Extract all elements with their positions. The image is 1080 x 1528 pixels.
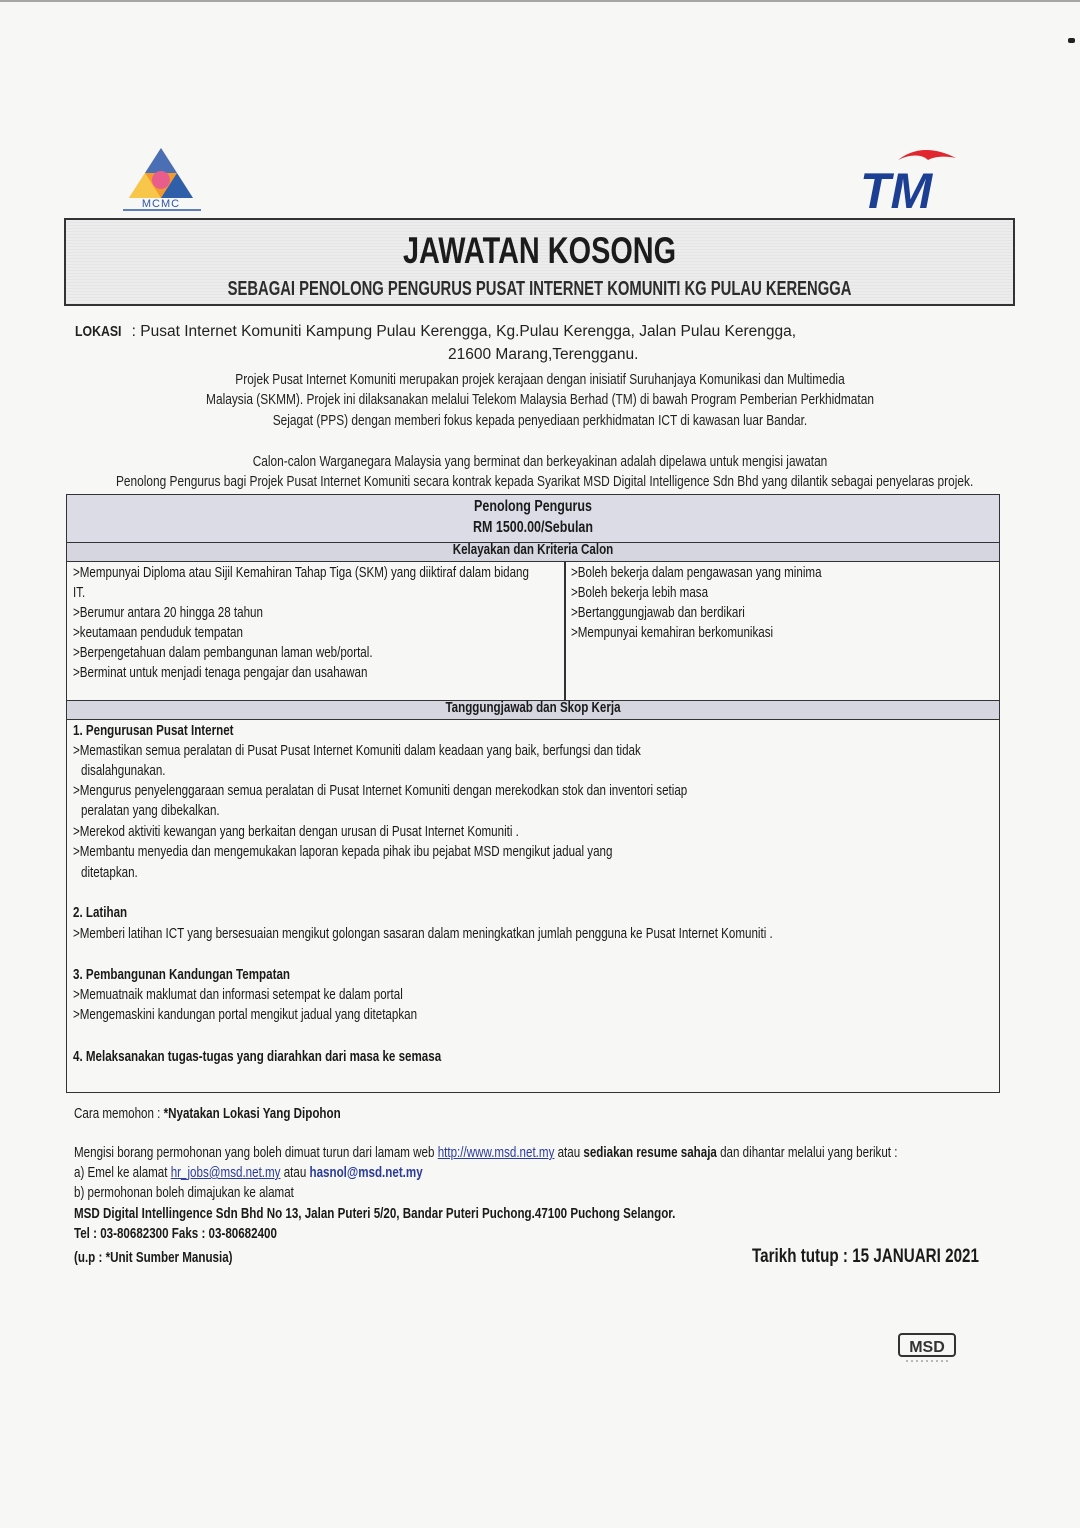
apply-text-bold: sediakan resume sahaja	[583, 1145, 717, 1161]
apply-text: Mengisi borang permohonan yang boleh dimuat turun dari lamam web	[74, 1145, 438, 1161]
duty-section-title: 3. Pembangunan Kandungan Tempatan	[73, 967, 290, 983]
qual-left-item: >keutamaan penduduk tempatan	[73, 625, 243, 641]
email-link-hr[interactable]: hr_jobs@msd.net.my	[170, 1165, 281, 1181]
duty-item: >Mengemaskini kandungan portal mengikut jadual yang ditetapkan	[73, 1007, 418, 1023]
qualifications-heading-bar	[67, 543, 999, 562]
job-table	[66, 494, 1000, 1093]
position-salary: RM 1500.00/Sebulan	[473, 519, 593, 536]
page-subtitle: SEBAGAI PENOLONG PENGURUS PUSAT INTERNET KOMUNITI KG PULAU KERENGGA	[227, 278, 852, 300]
svg-text:MCMC: MCMC	[141, 198, 181, 210]
apply-method-value: *Nyatakan Lokasi Yang Dipohon	[163, 1106, 341, 1122]
svg-text:TM: TM	[860, 163, 933, 212]
apply-email-line	[74, 1163, 423, 1183]
apply-text: atau	[554, 1145, 584, 1161]
apply-attn: (u.p : *Unit Sumber Manusia)	[74, 1250, 233, 1266]
intro-line-1: Projek Pusat Internet Komuniti merupakan projek kerajaan dengan inisiatif Suruhanjaya Komunikasi dan Multimedia	[235, 372, 845, 388]
duty-section-title: 2. Latihan	[73, 905, 128, 921]
website-link[interactable]: http://www.msd.net.my	[437, 1145, 555, 1161]
email-or: atau	[280, 1165, 310, 1181]
duty-section-title: 4. Melaksanakan tugas-tugas yang diarahkan dari masa ke semasa	[73, 1049, 442, 1065]
apply-text: dan dihantar melalui yang berikut :	[716, 1145, 898, 1161]
position-header	[67, 495, 999, 543]
apply-address: MSD Digital Intellingence Sdn Bhd No 13, Jalan Puteri 5/20, Bandar Puteri Puchong.47100 Puchong Selangor.	[74, 1206, 676, 1222]
svg-text:MSD: MSD	[909, 1339, 945, 1356]
duty-section-title: 1. Pengurusan Pusat Internet	[73, 723, 234, 739]
page-title: JAWATAN KOSONG	[402, 230, 677, 271]
apply-method	[74, 1104, 341, 1124]
qual-left-item: >Berumur antara 20 hingga 28 tahun	[73, 605, 263, 621]
qualifications-heading: Kelayakan dan Kriteria Calon	[452, 542, 614, 558]
duty-item: ditetapkan.	[81, 865, 138, 881]
duty-item: disalahgunakan.	[81, 763, 166, 779]
apply-method-label: Cara memohon :	[74, 1106, 164, 1122]
qual-right-item: >Boleh bekerja lebih masa	[571, 585, 709, 601]
duty-item: >Memberi latihan ICT yang bersesuaian mengikut golongan sasaran dalam meningkatkan jumlah pengguna ke Pusat Internet Komuniti .	[73, 926, 773, 942]
header-box	[64, 218, 1015, 306]
duty-item: >Membantu menyedia dan mengemukakan laporan kepada pihak ibu pejabat MSD mengikut jadual yang	[73, 844, 613, 860]
duty-item: >Merekod aktiviti kewangan yang berkaitan dengan urusan di Pusat Internet Komuniti .	[73, 824, 519, 840]
position-title: Penolong Pengurus	[474, 498, 592, 515]
closing-date: Tarikh tutup : 15 JANUARI 2021	[752, 1246, 979, 1267]
location-label: LOKASI	[75, 323, 122, 340]
qual-right-item: >Boleh bekerja dalam pengawasan yang minima	[571, 565, 822, 581]
invite-line-1: Calon-calon Warganegara Malaysia yang berminat dan berkeyakinan adalah dipelawa untuk mengisi jawatan	[252, 454, 828, 470]
duty-item: >Memastikan semua peralatan di Pusat Pusat Internet Komuniti dalam keadaan yang baik, berfungsi dan tidak	[73, 743, 641, 759]
intro-line-2: Malaysia (SKMM). Projek ini dilaksanakan melalui Telekom Malaysia Berhad (TM) di bawah Program Pemberian Perkhidmatan	[206, 392, 874, 408]
qual-left-item: >Mempunyai Diploma atau Sijil Kemahiran Tahap Tiga (SKM) yang diiktiraf dalam bidang	[73, 565, 529, 581]
apply-post-label: b) permohonan boleh dimajukan ke alamat	[74, 1185, 294, 1201]
intro-line-3: Sejagat (PPS) dengan memberi fokus kepada penyediaan perkhidmatan ICT di kawasan luar Bandar.	[272, 413, 808, 429]
location-line-1	[75, 322, 796, 342]
apply-phone: Tel : 03-80682300 Faks : 03-80682400	[74, 1226, 277, 1242]
qual-left-item: >Berpengetahuan dalam pembangunan laman web/portal.	[73, 645, 373, 661]
qual-left-item: >Berminat untuk menjadi tenaga pengajar dan usahawan	[73, 665, 368, 681]
duties-heading-bar	[67, 701, 999, 720]
msd-logo	[898, 1330, 958, 1364]
qual-right-item: >Mempunyai kemahiran berkomunikasi	[571, 625, 774, 641]
duty-item: >Memuatnaik maklumat dan informasi setempat ke dalam portal	[73, 987, 403, 1003]
scan-edge-line	[0, 0, 1080, 2]
column-divider	[564, 562, 566, 700]
location-text-1: : Pusat Internet Komuniti Kampung Pulau Kerengga, Kg.Pulau Kerengga, Jalan Pulau Kerengga,	[131, 323, 797, 340]
qual-right-item: >Bertanggungjawab dan berdikari	[571, 605, 745, 621]
duty-item: >Mengurus penyelenggaraan semua peralatan di Pusat Internet Komuniti dengan merekodkan stok dan inventori setiap	[73, 783, 688, 799]
mcmc-logo	[115, 146, 207, 212]
duty-item: peralatan yang dibekalkan.	[81, 803, 220, 819]
tm-logo	[858, 146, 962, 212]
qualifications-body	[67, 562, 999, 701]
duties-heading: Tanggungjawab dan Skop Kerja	[445, 700, 621, 716]
qual-left-item: IT.	[73, 585, 86, 601]
apply-instructions	[74, 1143, 897, 1163]
email-link-hasnol[interactable]: hasnol@msd.net.my	[309, 1165, 423, 1181]
email-label: a) Emel ke alamat	[74, 1165, 171, 1181]
scan-speck	[1068, 38, 1075, 43]
duties-body	[67, 720, 999, 1092]
invite-line-2: Penolong Pengurus bagi Projek Pusat Internet Komuniti secara kontrak kepada Syarikat MSD Digital Intelligence Sdn Bhd yang dilantik sebagai penyelaras projek.	[116, 474, 974, 490]
location-text-2: 21600 Marang,Terengganu.	[448, 346, 639, 363]
